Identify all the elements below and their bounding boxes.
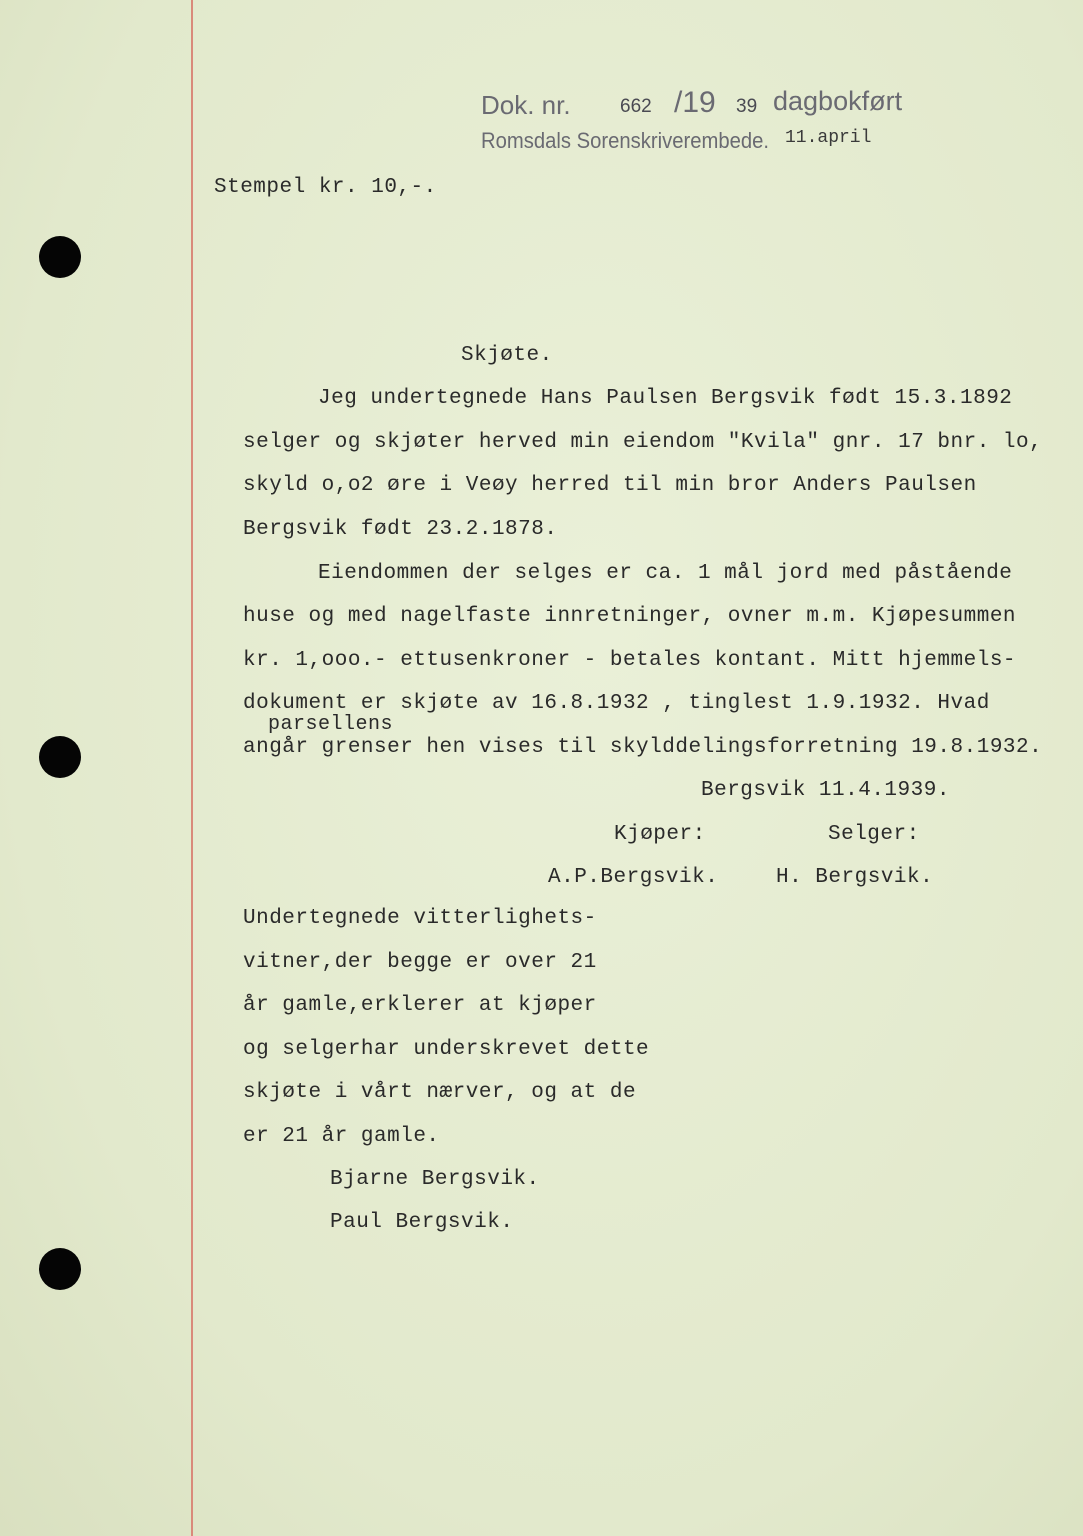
witness-text-line: er 21 år gamle. — [243, 1125, 440, 1148]
witness-name: Paul Bergsvik. — [330, 1211, 514, 1234]
insertion-text: parsellens — [268, 713, 394, 736]
punch-hole-bottom — [39, 1248, 81, 1290]
witness-text-line: og selgerhar underskrevet dette — [243, 1038, 650, 1061]
stempel-line: Stempel kr. 10,-. — [214, 176, 437, 199]
seller-name: H. Bergsvik. — [776, 866, 934, 889]
buyer-name: A.P.Bergsvik. — [548, 866, 719, 889]
paragraph2-line: dokument er skjøte av 16.8.1932 , tinglest 1.9.1932. Hvad — [243, 692, 990, 715]
witness-name: Bjarne Bergsvik. — [330, 1168, 540, 1191]
stamp-office: Romsdals Sorenskriverembede. — [481, 128, 769, 153]
punch-hole-middle — [39, 736, 81, 778]
stamp-dagbokfort: dagbokført — [773, 86, 903, 116]
witness-text-line: vitner,der begge er over 21 — [243, 951, 597, 974]
margin-rule — [191, 0, 193, 1536]
punch-hole-top — [39, 236, 81, 278]
paragraph1-line: selger og skjøter herved min eiendom "Kvila" gnr. 17 bnr. lo, — [243, 431, 1043, 454]
place-date: Bergsvik 11.4.1939. — [701, 779, 950, 802]
paragraph2-line: Eiendommen der selges er ca. 1 mål jord med påstående — [318, 562, 1013, 585]
witness-text-line: Undertegnede vitterlighets- — [243, 907, 597, 930]
stamp-year-suffix: 39 — [736, 96, 758, 117]
paragraph2-last-line: angår grenser hen vises til skylddelingsforretning 19.8.1932. — [243, 736, 1043, 759]
stamp-year-prefix: /19 — [674, 86, 716, 119]
stamp-dok-number: 662 — [620, 96, 652, 117]
witness-text-line: skjøte i vårt nærver, og at de — [243, 1081, 637, 1104]
buyer-label: Kjøper: — [614, 823, 706, 846]
paragraph1-line: skyld o,o2 øre i Veøy herred til min bror Anders Paulsen — [243, 474, 977, 497]
stamp-dok-label: Dok. nr. — [481, 90, 571, 120]
document-title: Skjøte. — [461, 344, 553, 367]
paragraph2-line: huse og med nagelfaste innretninger, ovner m.m. Kjøpesummen — [243, 605, 1017, 628]
witness-text-line: år gamle,erklerer at kjøper — [243, 994, 597, 1017]
paragraph2-line: kr. 1,ooo.- ettusenkroner - betales kontant. Mitt hjemmels- — [243, 649, 1017, 672]
stamp-date: 11.april — [785, 128, 872, 148]
paragraph1-line: Jeg undertegnede Hans Paulsen Bergsvik født 15.3.1892 — [318, 387, 1013, 410]
seller-label: Selger: — [828, 823, 920, 846]
paragraph1-line: Bergsvik født 23.2.1878. — [243, 518, 558, 541]
